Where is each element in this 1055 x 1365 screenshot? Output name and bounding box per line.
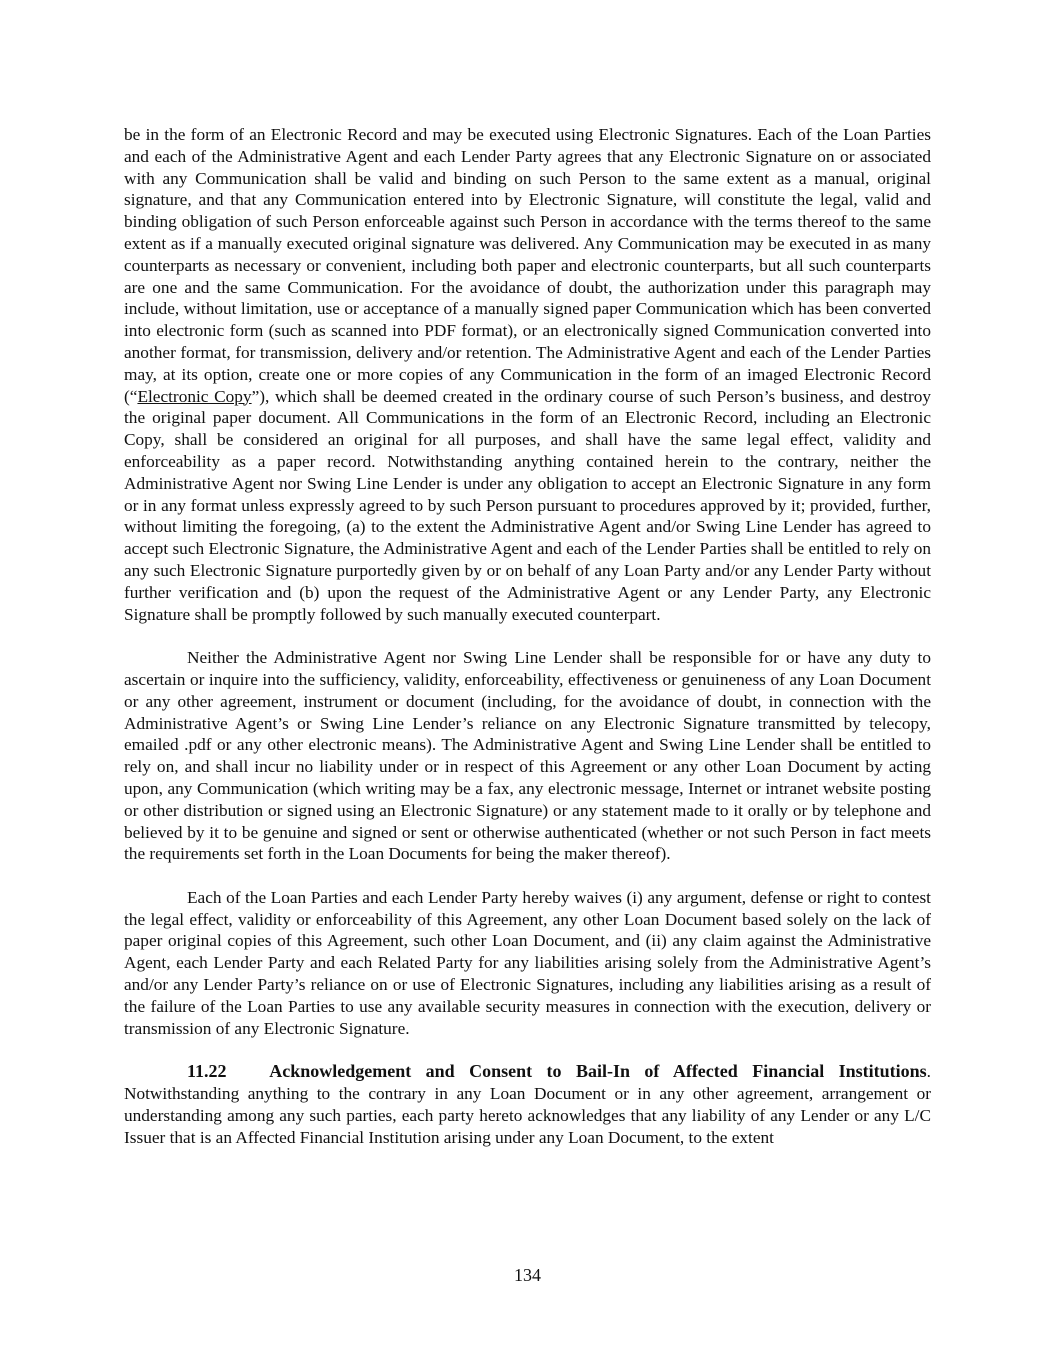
section-number: 11.22 — [187, 1061, 227, 1082]
paragraph-text: ”), which shall be deemed created in the ordinary course of such Person’s business, and destroy the original paper document. All Communications in the form of an Electronic Record, including an Electronic Copy, shall be considered an original for all purposes, and shall have the same legal effect, validity and enforceability as a paper record. Notwithstanding anything contained herein to the contrary, neither the Administrative Agent nor Swing Line Lender is under any obligation to accept an Electronic Signature in any form or in any format unless expressly agreed to by such Person pursuant to procedures approved by it; provided, further, without limiting the foregoing, (a) to the extent the Administrative Agent and/or Swing Line Lender has agreed to accept such Electronic Signature, the Administrative Agent and each of the Lender Parties shall be entitled to rely on any such Electronic Signature purportedly given by or on behalf of any Loan Party and/or any Lender Party without further verification and (b) upon the request of the Administrative Agent or any Lender Party, any Electronic Signature shall be promptly followed by such manually executed counterpart. — [124, 386, 931, 624]
paragraph-text: be in the form of an Electronic Record and may be executed using Electronic Signatures. Each of the Loan Parties and each of the Administrative Agent and each Lender Party agrees that any Electronic Signature on or associated with any Communication shall be valid and binding on such Person to the same extent as a manual, original signature, and that any Communication entered into by Electronic Signature, will constitute the legal, valid and binding obligation of such Person enforceable against such Person in accordance with the terms thereof to the same extent as if a manually executed original signature was delivered. Any Communication may be executed in as many counterparts as necessary or convenient, including both paper and electronic counterparts, but all such counterparts are one and the same Communication. For the avoidance of doubt, the authorization under this paragraph may include, without limitation, use or acceptance of a manually signed paper Communication which has been converted into electronic form (such as scanned into PDF format), or an electronically signed Communication converted into another format, for transmission, delivery and/or retention. The Administrative Agent and each of the Lender Parties may, at its option, create one or more copies of any Communication in the form of an imaged Electronic Record (“ — [124, 125, 931, 406]
section-heading-period: . — [926, 1062, 931, 1082]
document-body — [124, 124, 931, 1148]
paragraph-waiver: Each of the Loan Parties and each Lender Party hereby waives (i) any argument, defense or right to contest the legal effect, validity or enforceability of this Agreement, any other Loan Document based solely on the lack of paper original copies of this Agreement, such other Loan Document, and (ii) any claim against the Administrative Agent, each Lender Party and each Related Party for any liabilities arising solely from the Administrative Agent’s and/or any Lender Party’s reliance on or use of Electronic Signatures, including any liabilities arising as a result of the failure of the Loan Parties to use any available security measures in connection with the execution, delivery or transmission of any Electronic Signature. — [124, 887, 931, 1038]
section-body: Notwithstanding anything to the contrary in any Loan Document or in any other agreement, arrangement or understanding among any such parties, each party hereto acknowledges that any liability of any Lender or any L/C Issuer that is an Affected Financial Institution arising under any Loan Document, to the extent — [124, 1084, 931, 1147]
page-number: 134 — [514, 1265, 541, 1285]
paragraph-electronic-signatures — [124, 124, 931, 625]
defined-term-electronic-copy: Electronic Copy — [137, 386, 252, 406]
paragraph-reliance: Neither the Administrative Agent nor Swing Line Lender shall be responsible for or have any duty to ascertain or inquire into the sufficiency, validity, enforceability, effectiveness or genuineness of any Loan Document or any other agreement, instrument or document (including, for the avoidance of doubt, in connection with the Administrative Agent’s or Swing Line Lender’s reliance on any Electronic Signature transmitted by telecopy, emailed .pdf or any other electronic means). The Administrative Agent and Swing Line Lender shall be entitled to rely on, and shall incur no liability under or in respect of this Agreement or any other Loan Document by acting upon, any Communication (which writing may be a fax, any electronic message, Internet or intranet website posting or other distribution or signed using an Electronic Signature) or any statement made to it orally or by telephone and believed by it to be genuine and signed or sent or otherwise authenticated (whether or not such Person in fact meets the requirements set forth in the Loan Documents for being the maker thereof). — [124, 648, 931, 864]
section-heading: Acknowledgement and Consent to Bail-In of Affected Financial Institutions — [269, 1061, 927, 1082]
section-11-22 — [124, 1061, 931, 1148]
